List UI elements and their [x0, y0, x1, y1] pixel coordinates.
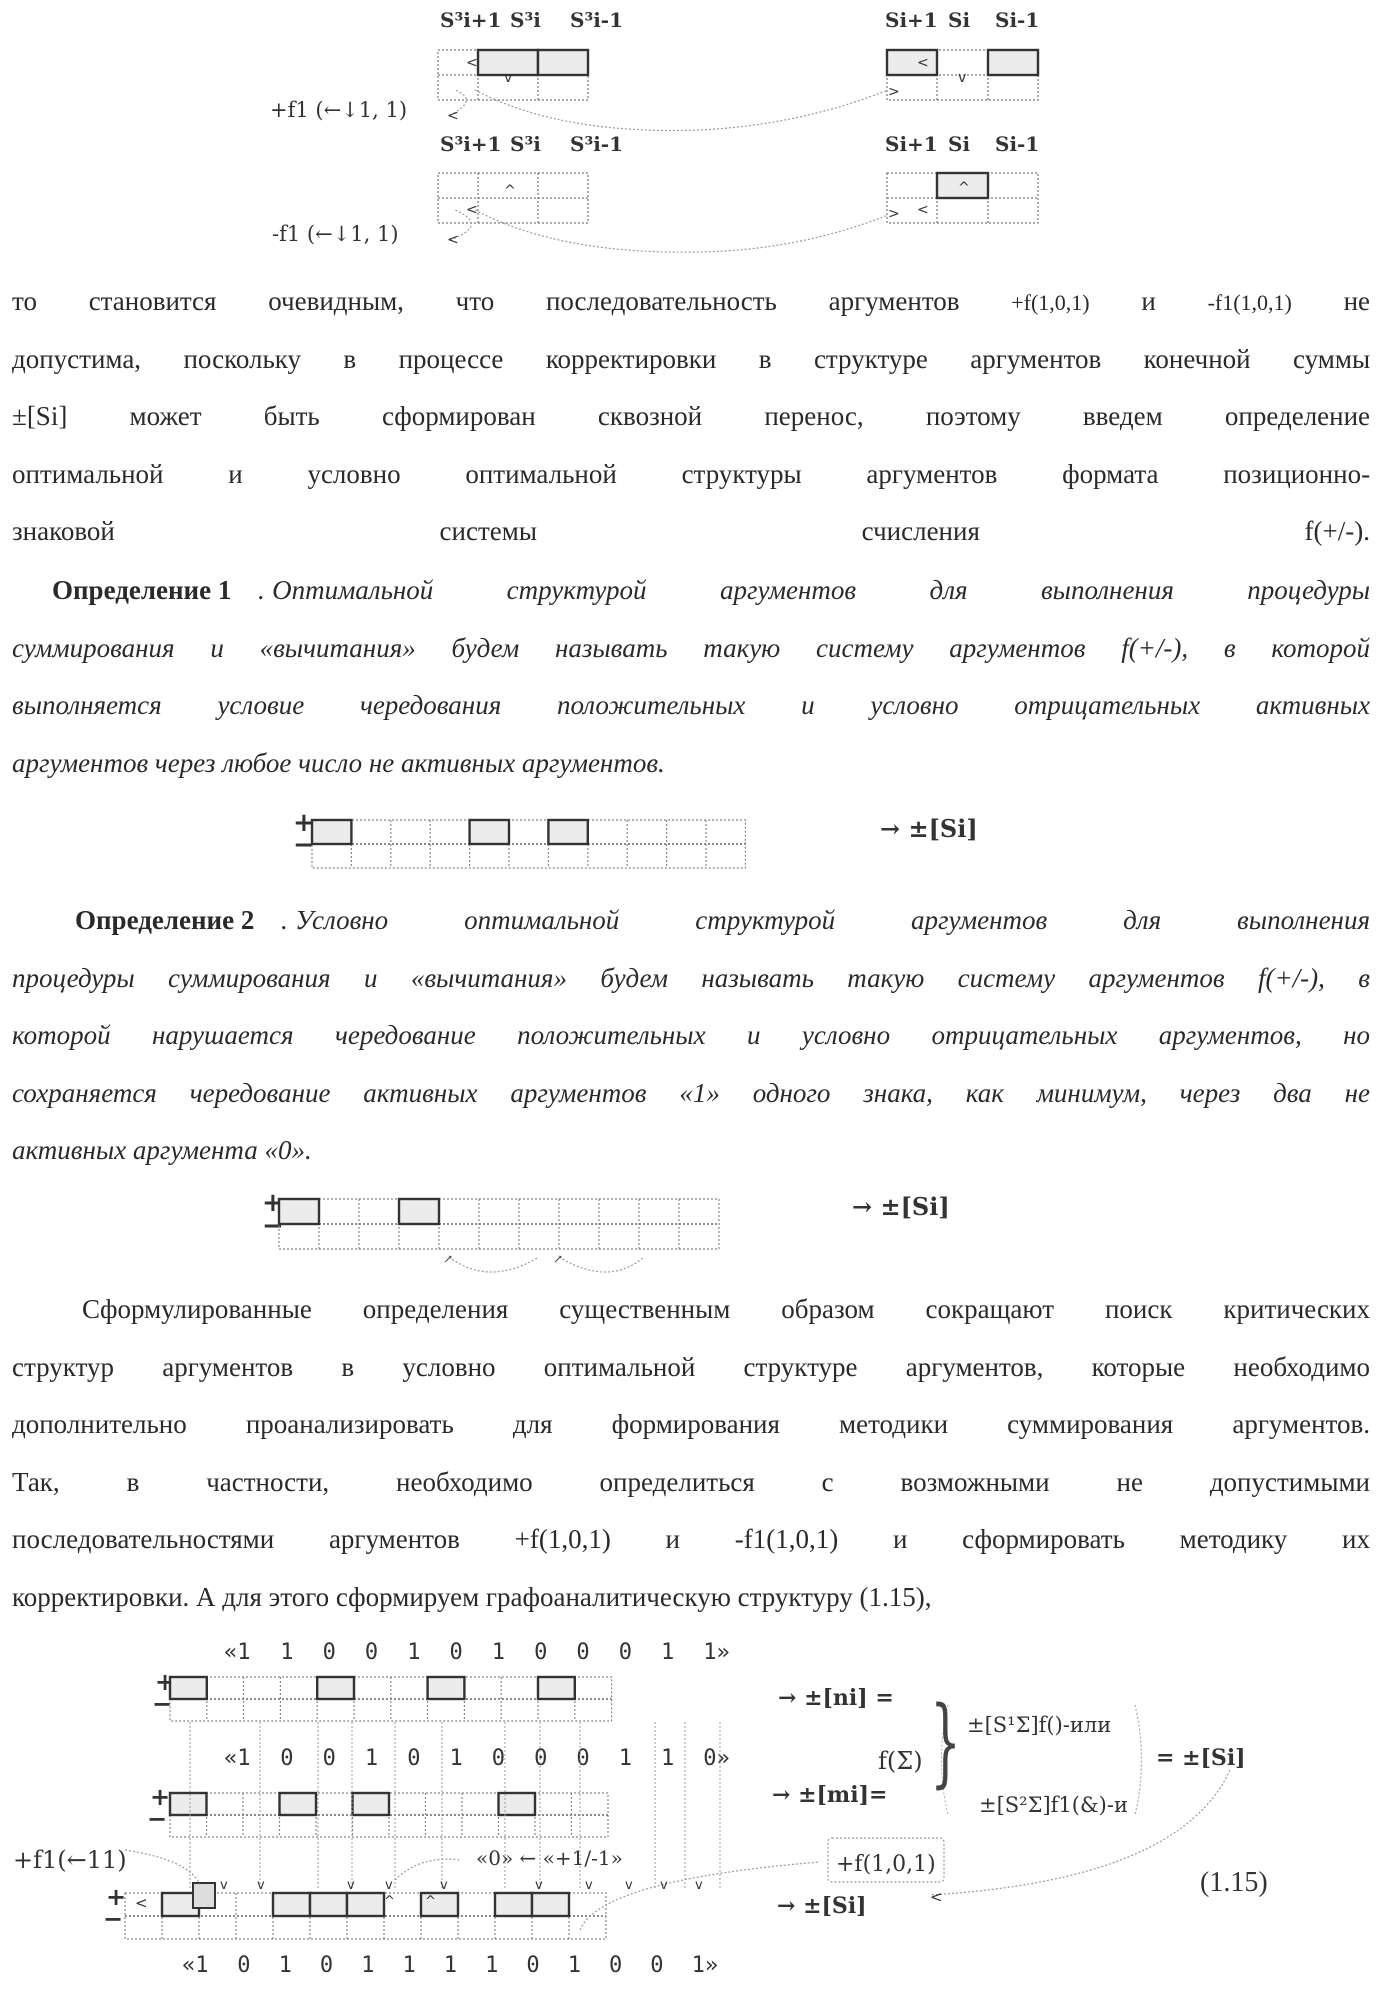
bit-m: «1 [224, 1746, 251, 1771]
active-argument-cell [495, 1893, 532, 1916]
bit-m: 1 [365, 1746, 378, 1771]
minus-sign: − [293, 830, 315, 860]
active-argument-cell [347, 1893, 384, 1916]
definition-text: процедуры суммирования и «вычитания» будем называть такую систему аргументов f(+/-), в [12, 950, 1370, 1008]
bit-n: 0 [450, 1640, 463, 1665]
word: суммы [1293, 344, 1370, 374]
bit-s: 1 [485, 1953, 498, 1978]
paragraph-line: последовательностями аргументов +f(1,0,1) и -f1(1,0,1) и сформировать методику их [12, 1511, 1370, 1569]
bit-m: 0» [703, 1746, 730, 1771]
definition-text: Оптимальной структурой аргументов для выполнения процедуры [272, 562, 1370, 620]
word: сквозной [598, 401, 702, 431]
word: последовательность [546, 286, 777, 316]
word: поэтому [926, 401, 1021, 431]
bit-s: 1 [279, 1953, 292, 1978]
paragraph-line: дополнительно проанализировать для формирования методики суммирования аргументов. [12, 1396, 1370, 1454]
and-term: ±[S²Σ]f1(&)-и [979, 1793, 1128, 1817]
up-arrow-icon: ^ [425, 1894, 436, 1909]
word: допустима, [12, 344, 141, 374]
arrow-icon: ↗ [553, 1252, 563, 1266]
down-arrow-icon: v [625, 1878, 633, 1893]
header-s3-i-plus-1: S³i+1 [440, 8, 501, 32]
header2-s-i: Si [948, 132, 970, 156]
down-arrow-icon: v [440, 1878, 448, 1893]
header2-s3-i: S³i [510, 132, 541, 156]
word: определение [1225, 401, 1370, 431]
bit-s: 1 [403, 1953, 416, 1978]
active-argument-cell [280, 1793, 317, 1815]
word: корректировки [546, 344, 717, 374]
zero-substitution-label: «0» ← «+1/-1» [476, 1846, 623, 1870]
plus-f1-label: +f1 (←↓1, 1) [270, 98, 407, 122]
active-argument-cell [310, 1893, 347, 1916]
word: в [343, 344, 356, 374]
definition-text: выполняется условие чередования положительных и условно отрицательных активных [12, 677, 1370, 735]
down-arrow-icon: v [695, 1878, 703, 1893]
header2-s3-i-minus-1: S³i-1 [570, 132, 623, 156]
paragraph-line: Сформулированные определения существенным образом сокращают поиск критических [12, 1281, 1370, 1339]
word: то [12, 286, 37, 316]
down-arrow-icon: v [660, 1878, 668, 1893]
bit-m: 0 [492, 1746, 505, 1771]
bit-n: 0 [365, 1640, 378, 1665]
register-grid [170, 1677, 612, 1721]
bit-m: 1 [661, 1746, 674, 1771]
header-s-i-plus-1: Si+1 [885, 8, 938, 32]
bit-s: 0 [320, 1953, 333, 1978]
carry-label: +f1(←11) [13, 1846, 127, 1874]
bit-n: 1 [280, 1640, 293, 1665]
header2-s3-i-plus-1: S³i+1 [440, 132, 501, 156]
word: в [759, 344, 772, 374]
f-sigma-label: f(Σ) [878, 1747, 923, 1775]
definition-text: сохраняется чередование активных аргументов «1» одного знака, как минимум, через два не [12, 1065, 1370, 1123]
active-argument-cell [532, 1893, 569, 1916]
bit-n: 0 [576, 1640, 589, 1665]
word: структуре [814, 344, 928, 374]
word: может [130, 401, 202, 431]
down-arrow-icon: v [347, 1878, 355, 1893]
bit-m: 0 [576, 1746, 589, 1771]
bit-n: 0 [323, 1640, 336, 1665]
definition-text: суммирования и «вычитания» будем называть такую систему аргументов f(+/-), в которой [12, 620, 1370, 678]
svg-text:<: < [917, 55, 929, 71]
bit-s: 0 [237, 1953, 250, 1978]
word: становится [89, 286, 217, 316]
word: конечной [1144, 344, 1251, 374]
vertical-links [190, 1722, 720, 1890]
definition-text: которой нарушается чередование положительных и условно отрицательных аргументов, но [12, 1007, 1370, 1065]
figure-1-15-grid [0, 0, 1379, 1989]
definition-text: Условно оптимальной структурой аргументов для выполнения [295, 892, 1370, 950]
bit-n: 1 [661, 1640, 674, 1665]
svg-text:<: < [447, 232, 459, 248]
bit-m: 1 [450, 1746, 463, 1771]
bit-s: 1 [444, 1953, 457, 1978]
left-arrow-icon: < [135, 1894, 148, 1912]
active-argument-cell [538, 1677, 575, 1699]
definition-2-heading: Определение 2 [12, 892, 254, 950]
minus-sign: − [103, 1905, 123, 1933]
svg-text:>: > [888, 84, 900, 100]
word: аргументов [970, 344, 1101, 374]
header-s3-i: S³i [510, 8, 541, 32]
arrow-icon: ↗ [443, 1252, 453, 1266]
definition-1-heading: Определение 1 [12, 562, 231, 620]
bit-n: 1 [407, 1640, 420, 1665]
down-arrow-icon: v [385, 1878, 393, 1893]
svg-text:<: < [466, 55, 478, 71]
word: аргументов [866, 459, 997, 489]
down-arrow-icon: v [220, 1878, 228, 1893]
word: аргументов [829, 286, 960, 316]
word: знаковой системы счисления f(+/-). [12, 516, 1370, 546]
paragraph-line: корректировки. А для этого сформируем графоаналитическую структуру (1.15), [12, 1569, 1370, 1627]
bit-m: 0 [407, 1746, 420, 1771]
bit-s: «1 [182, 1953, 209, 1978]
period: . [280, 892, 287, 950]
bit-m: 0 [323, 1746, 336, 1771]
word: перенос, [764, 401, 863, 431]
result-label: → ±[Si] [852, 1192, 950, 1221]
header2-s-i-plus-1: Si+1 [885, 132, 938, 156]
down-arrow-icon: v [535, 1878, 543, 1893]
minus-sign: − [147, 1805, 167, 1833]
word: и [1141, 286, 1155, 316]
bit-m: 0 [280, 1746, 293, 1771]
word: очевидным, [268, 286, 404, 316]
header-s-i-minus-1: Si-1 [995, 8, 1039, 32]
plus-sign: + [293, 808, 315, 838]
word: быть [264, 401, 320, 431]
active-argument-cell [170, 1677, 207, 1699]
bit-s: 0 [609, 1953, 622, 1978]
word: введем [1083, 401, 1163, 431]
down-arrow-icon: v [585, 1878, 593, 1893]
word: оптимальной [465, 459, 617, 489]
word: позиционно- [1223, 459, 1370, 489]
equals-result: = ±[Si] [1156, 1745, 1246, 1771]
active-argument-cell [273, 1893, 310, 1916]
bit-s: 1 [568, 1953, 581, 1978]
or-term: ±[S¹Σ]f()-или [967, 1713, 1111, 1737]
formula-f101: +f(1,0,1) [1011, 290, 1089, 315]
svg-text:^: ^ [504, 183, 516, 199]
header-s3-i-minus-1: S³i-1 [570, 8, 623, 32]
active-argument-cell [170, 1793, 207, 1815]
svg-text:<: < [466, 202, 478, 218]
plus-sign: + [262, 1188, 284, 1218]
word: формата [1062, 459, 1158, 489]
word: структуры [682, 459, 802, 489]
definition-text: аргументов через любое число не активных аргументов. [12, 735, 1370, 793]
header-s-i: Si [948, 8, 970, 32]
svg-text:v: v [958, 70, 966, 86]
minus-sign: − [262, 1211, 284, 1241]
active-argument-cell [317, 1677, 354, 1699]
bit-n: 0 [619, 1640, 632, 1665]
bit-s: 1» [692, 1953, 719, 1978]
formula-sum-si: ±[Si] [12, 401, 67, 431]
plus-sign: + [155, 1668, 175, 1696]
word: и [228, 459, 242, 489]
svg-text:<: < [447, 108, 459, 124]
bit-n: «1 [224, 1640, 251, 1665]
bit-s: 0 [650, 1953, 663, 1978]
formula-f1-101: -f1(1,0,1) [1208, 290, 1292, 315]
register-grid [170, 1793, 608, 1837]
bit-n: 0 [534, 1640, 547, 1665]
word: процессе [399, 344, 504, 374]
f101-label: +f(1,0,1) [836, 1852, 936, 1877]
svg-text:>: > [888, 206, 900, 222]
row-m-result: → ±[mi]= [772, 1782, 887, 1808]
zero-curve [395, 1859, 460, 1880]
paragraph-line: Так, в частности, необходимо определиться с возможными не допустимыми [12, 1454, 1370, 1512]
plus-sign: + [150, 1783, 170, 1811]
right-brace: } [930, 1694, 961, 1790]
definition-text: активных аргумента «0». [12, 1122, 1370, 1180]
active-argument-cell [428, 1677, 465, 1699]
svg-text:<: < [917, 202, 929, 218]
word: не [1344, 286, 1370, 316]
paragraph-line: структур аргументов в условно оптимальной структуре аргументов, которые необходимо [12, 1339, 1370, 1397]
bit-s: 0 [526, 1953, 539, 1978]
bit-n: 1» [703, 1640, 730, 1665]
word: сформирован [382, 401, 536, 431]
result-feedback-curve [930, 1770, 1230, 1895]
equation-number: (1.15) [1200, 1867, 1268, 1899]
carry-cell [193, 1883, 215, 1908]
bracket-right [1135, 1705, 1142, 1815]
minus-f1-label: -f1 (←↓1, 1) [272, 222, 399, 246]
minus-sign: − [152, 1690, 172, 1718]
carry-curve [125, 1850, 200, 1885]
bit-n: 1 [492, 1640, 505, 1665]
bit-m: 0 [534, 1746, 547, 1771]
svg-text:v: v [504, 70, 512, 86]
word: условно [307, 459, 400, 489]
result-label: → ±[Si] [880, 814, 978, 843]
svg-text:^: ^ [958, 180, 970, 196]
bit-m: 1 [619, 1746, 632, 1771]
row-n-result: → ±[ni] = [778, 1685, 894, 1711]
row-s-result: → ±[Si] [777, 1893, 867, 1919]
word: что [456, 286, 495, 316]
bit-s: 1 [361, 1953, 374, 1978]
active-argument-cell [499, 1793, 536, 1815]
up-arrow-icon: ^ [384, 1894, 395, 1909]
plus-sign: + [106, 1883, 126, 1911]
word: оптимальной [12, 459, 164, 489]
active-argument-cell [353, 1793, 390, 1815]
left-arrow-icon: < [930, 1888, 943, 1906]
header2-s-i-minus-1: Si-1 [995, 132, 1039, 156]
word: поскольку [183, 344, 301, 374]
period: . [257, 562, 264, 620]
down-arrow-icon: v [257, 1878, 265, 1893]
